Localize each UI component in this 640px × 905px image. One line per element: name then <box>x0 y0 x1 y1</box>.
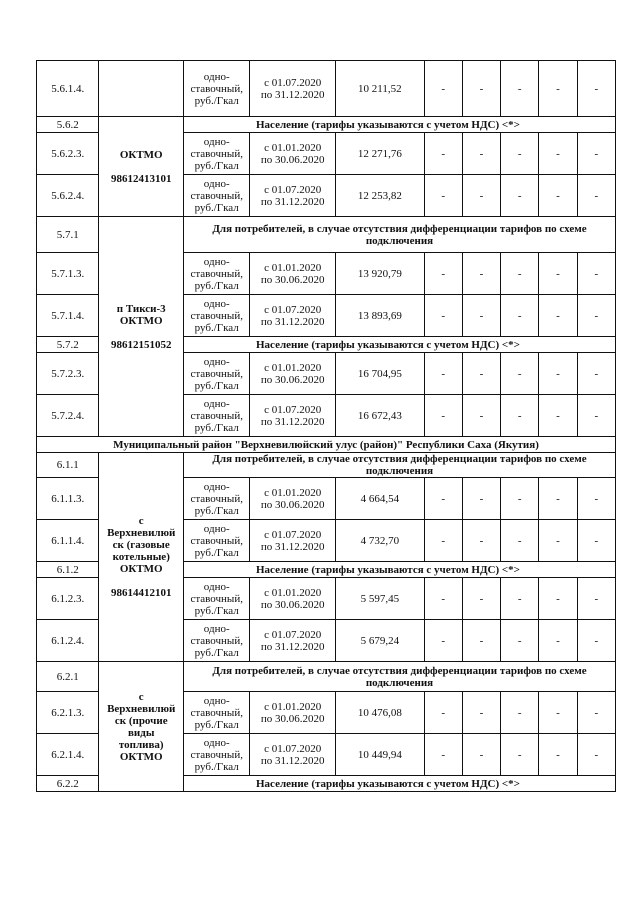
row-code: 6.1.1.4. <box>37 520 99 562</box>
empty-value-dash: - <box>501 478 539 520</box>
empty-value-dash: - <box>577 295 615 337</box>
tariff-period <box>250 133 336 175</box>
municipality-line: 98612413101 <box>110 172 172 185</box>
empty-value-dash: - <box>577 253 615 295</box>
empty-value-dash: - <box>501 395 539 437</box>
row-code: 6.2.1 <box>37 662 99 692</box>
empty-value-dash: - <box>539 520 577 562</box>
row-code: 5.6.2 <box>37 117 99 133</box>
tariff-type-line: ставочный, <box>190 706 243 719</box>
empty-value-dash: - <box>501 620 539 662</box>
empty-value-dash: - <box>462 620 500 662</box>
empty-value-dash: - <box>539 133 577 175</box>
tariff-type-line: руб./Гкал <box>194 379 239 392</box>
empty-value-dash: - <box>424 353 462 395</box>
empty-value-dash: - <box>501 253 539 295</box>
empty-value-dash: - <box>501 133 539 175</box>
tariff-type-line: одно- <box>203 397 230 410</box>
empty-value-dash: - <box>424 620 462 662</box>
period-line: с 01.07.2020 <box>264 628 322 641</box>
empty-value-dash: - <box>577 734 615 776</box>
row-code: 6.2.1.3. <box>37 692 99 734</box>
tariff-type-line: руб./Гкал <box>194 159 239 172</box>
tariff-type-line: ставочный, <box>190 309 243 322</box>
municipality-line: котельные) <box>112 551 170 563</box>
tariff-type-line: руб./Гкал <box>194 646 239 659</box>
tariff-table <box>36 60 616 792</box>
period-line: по 31.12.2020 <box>260 540 325 553</box>
population-section-header: Население (тарифы указываются с учетом НДС) <*> <box>184 117 616 133</box>
table-row <box>37 61 616 117</box>
period-line: с 01.07.2020 <box>264 528 322 541</box>
empty-value-dash: - <box>424 578 462 620</box>
tariff-type-line: одно- <box>203 580 230 593</box>
tariff-type <box>184 395 250 437</box>
municipality-line: топлива) <box>118 738 164 751</box>
row-code: 5.6.2.4. <box>37 175 99 217</box>
tariff-type-line: руб./Гкал <box>194 604 239 617</box>
period-line: с 01.01.2020 <box>264 261 322 274</box>
municipality-cell <box>99 117 184 217</box>
empty-value-dash: - <box>462 520 500 562</box>
empty-value-dash: - <box>462 133 500 175</box>
period-line: по 30.06.2020 <box>260 712 325 725</box>
empty-value-dash: - <box>501 692 539 734</box>
tariff-type-line: ставочный, <box>190 189 243 202</box>
tariff-type <box>184 133 250 175</box>
municipality-line: с <box>138 690 144 703</box>
tariff-type-line: одно- <box>203 355 230 368</box>
tariff-type-line: руб./Гкал <box>194 421 239 434</box>
table-row <box>37 117 616 133</box>
municipality-line: с <box>138 515 144 527</box>
empty-value-dash: - <box>539 295 577 337</box>
empty-value-dash: - <box>462 578 500 620</box>
period-line: по 30.06.2020 <box>260 498 325 511</box>
empty-value-dash: - <box>501 61 539 117</box>
empty-value-dash: - <box>424 395 462 437</box>
tariff-type <box>184 478 250 520</box>
row-code: 6.1.1 <box>37 453 99 478</box>
municipality-line: ОКТМО <box>119 148 163 161</box>
empty-value-dash: - <box>424 520 462 562</box>
period-line: по 30.06.2020 <box>260 273 325 286</box>
empty-value-dash: - <box>577 61 615 117</box>
tariff-type-line: ставочный, <box>190 592 243 605</box>
period-line: по 31.12.2020 <box>260 754 325 767</box>
tariff-type <box>184 175 250 217</box>
population-section-header: Население (тарифы указываются с учетом НДС) <*> <box>184 776 616 792</box>
empty-value-dash: - <box>539 478 577 520</box>
tariff-type-line: ставочный, <box>190 634 243 647</box>
empty-value-dash: - <box>462 353 500 395</box>
population-section-header: Население (тарифы указываются с учетом НДС) <*> <box>184 337 616 353</box>
table-row <box>37 453 616 478</box>
empty-value-dash: - <box>424 734 462 776</box>
period-line: по 31.12.2020 <box>260 415 325 428</box>
tariff-value: 5 597,45 <box>336 578 425 620</box>
empty-value-dash: - <box>577 620 615 662</box>
tariff-type <box>184 253 250 295</box>
empty-value-dash: - <box>539 175 577 217</box>
tariff-period <box>250 253 336 295</box>
tariff-type-line: ставочный, <box>190 748 243 761</box>
tariff-type-line: руб./Гкал <box>194 546 239 559</box>
tariff-type-line: ставочный, <box>190 409 243 422</box>
period-line: с 01.01.2020 <box>264 486 322 499</box>
tariff-value: 4 732,70 <box>336 520 425 562</box>
empty-value-dash: - <box>539 253 577 295</box>
tariff-value: 4 664,54 <box>336 478 425 520</box>
empty-value-dash: - <box>539 395 577 437</box>
empty-value-dash: - <box>539 734 577 776</box>
tariff-type-line: руб./Гкал <box>194 760 239 773</box>
tariff-period <box>250 578 336 620</box>
period-line: с 01.01.2020 <box>264 586 322 599</box>
municipality-line: ск (газовые <box>112 539 170 551</box>
tariff-type <box>184 295 250 337</box>
empty-value-dash: - <box>462 395 500 437</box>
period-line: с 01.01.2020 <box>264 700 322 713</box>
tariff-period <box>250 175 336 217</box>
tariff-type-line: одно- <box>203 480 230 493</box>
empty-value-dash: - <box>501 175 539 217</box>
tariff-type-line: одно- <box>203 70 230 83</box>
row-code: 5.6.1.4. <box>37 61 99 117</box>
tariff-value: 10 211,52 <box>336 61 425 117</box>
municipality-line: виды <box>127 726 155 739</box>
tariff-period <box>250 478 336 520</box>
tariff-type-line: одно- <box>203 736 230 749</box>
row-code: 6.1.2 <box>37 562 99 578</box>
period-line: по 30.06.2020 <box>260 373 325 386</box>
empty-value-dash: - <box>462 175 500 217</box>
tariff-type-line: одно- <box>203 255 230 268</box>
row-code: 6.1.2.4. <box>37 620 99 662</box>
consumers-section-header: Для потребителей, в случае отсутствия дифференциации тарифов по схеме подключения <box>184 662 616 692</box>
municipality-line: п Тикси-3 <box>116 302 166 315</box>
empty-value-dash: - <box>577 692 615 734</box>
empty-value-dash: - <box>424 133 462 175</box>
municipality-line: Верхневилюй <box>107 702 176 715</box>
empty-value-dash: - <box>539 61 577 117</box>
population-section-header: Население (тарифы указываются с учетом НДС) <*> <box>184 562 616 578</box>
tariff-type-line: одно- <box>203 297 230 310</box>
empty-value-dash: - <box>539 578 577 620</box>
tariff-period <box>250 692 336 734</box>
municipality-line: 98612151052 <box>110 338 172 351</box>
empty-value-dash: - <box>577 395 615 437</box>
tariff-value: 13 920,79 <box>336 253 425 295</box>
tariff-type <box>184 734 250 776</box>
empty-value-dash: - <box>501 353 539 395</box>
tariff-type-line: одно- <box>203 177 230 190</box>
tariff-value: 10 476,08 <box>336 692 425 734</box>
empty-value-dash: - <box>462 61 500 117</box>
tariff-value: 5 679,24 <box>336 620 425 662</box>
tariff-type-line: ставочный, <box>190 267 243 280</box>
period-line: с 01.07.2020 <box>264 76 322 89</box>
row-code: 6.2.1.4. <box>37 734 99 776</box>
period-line: по 30.06.2020 <box>260 153 325 166</box>
municipality-line: 98614412101 <box>110 587 172 599</box>
empty-value-dash: - <box>577 133 615 175</box>
tariff-type-line: одно- <box>203 135 230 148</box>
empty-value-dash: - <box>424 175 462 217</box>
municipality-line: ОКТМО <box>119 314 163 327</box>
tariff-type-line: руб./Гкал <box>194 718 239 731</box>
tariff-period <box>250 520 336 562</box>
tariff-period <box>250 620 336 662</box>
period-line: по 31.12.2020 <box>260 88 325 101</box>
empty-value-dash: - <box>424 692 462 734</box>
tariff-type-line: одно- <box>203 622 230 635</box>
period-line: с 01.07.2020 <box>264 403 322 416</box>
tariff-value: 16 672,43 <box>336 395 425 437</box>
period-line: с 01.01.2020 <box>264 141 322 154</box>
empty-value-dash: - <box>501 295 539 337</box>
tariff-type-line: руб./Гкал <box>194 94 239 107</box>
period-line: с 01.01.2020 <box>264 361 322 374</box>
municipality-cell <box>99 453 184 662</box>
empty-value-dash: - <box>424 295 462 337</box>
empty-value-dash: - <box>577 520 615 562</box>
tariff-type <box>184 61 250 117</box>
tariff-type <box>184 520 250 562</box>
empty-value-dash: - <box>539 620 577 662</box>
empty-value-dash: - <box>577 478 615 520</box>
tariff-value: 16 704,95 <box>336 353 425 395</box>
municipality-cell <box>99 662 184 792</box>
row-code: 5.6.2.3. <box>37 133 99 175</box>
row-code: 5.7.2.4. <box>37 395 99 437</box>
tariff-value: 10 449,94 <box>336 734 425 776</box>
empty-value-dash: - <box>462 734 500 776</box>
row-code: 5.7.1.4. <box>37 295 99 337</box>
empty-value-dash: - <box>462 295 500 337</box>
tariff-type <box>184 578 250 620</box>
tariff-value: 12 271,76 <box>336 133 425 175</box>
period-line: с 01.07.2020 <box>264 303 322 316</box>
empty-value-dash: - <box>501 520 539 562</box>
municipality-cell <box>99 217 184 437</box>
empty-value-dash: - <box>462 692 500 734</box>
empty-value-dash: - <box>577 175 615 217</box>
tariff-type-line: руб./Гкал <box>194 504 239 517</box>
tariff-value: 13 893,69 <box>336 295 425 337</box>
period-line: по 30.06.2020 <box>260 598 325 611</box>
period-line: по 31.12.2020 <box>260 315 325 328</box>
row-code: 5.7.2 <box>37 337 99 353</box>
consumers-section-header: Для потребителей, в случае отсутствия дифференциации тарифов по схеме подключения <box>184 453 616 478</box>
municipality-line: Верхневилюй <box>107 527 176 539</box>
row-code: 5.7.1 <box>37 217 99 253</box>
municipality-line: ОКТМО <box>119 750 163 763</box>
tariff-period <box>250 295 336 337</box>
tariff-period <box>250 734 336 776</box>
empty-value-dash: - <box>462 253 500 295</box>
empty-value-dash: - <box>424 253 462 295</box>
tariff-type <box>184 692 250 734</box>
tariff-type-line: ставочный, <box>190 147 243 160</box>
tariff-type-line: одно- <box>203 694 230 707</box>
tariff-type <box>184 353 250 395</box>
row-code: 5.7.1.3. <box>37 253 99 295</box>
period-line: с 01.07.2020 <box>264 183 322 196</box>
tariff-type-line: руб./Гкал <box>194 201 239 214</box>
empty-value-dash: - <box>539 692 577 734</box>
district-header-row <box>37 437 616 453</box>
empty-value-dash: - <box>462 478 500 520</box>
empty-value-dash: - <box>424 478 462 520</box>
period-line: по 31.12.2020 <box>260 640 325 653</box>
empty-value-dash: - <box>539 353 577 395</box>
empty-value-dash: - <box>577 578 615 620</box>
tariff-type-line: одно- <box>203 522 230 535</box>
empty-value-dash: - <box>577 353 615 395</box>
municipality-cell-continued <box>99 61 184 117</box>
row-code: 5.7.2.3. <box>37 353 99 395</box>
tariff-type-line: руб./Гкал <box>194 321 239 334</box>
row-code: 6.2.2 <box>37 776 99 792</box>
tariff-table-body <box>37 61 616 792</box>
row-code: 6.1.1.3. <box>37 478 99 520</box>
empty-value-dash: - <box>424 61 462 117</box>
consumers-section-header: Для потребителей, в случае отсутствия дифференциации тарифов по схеме подключения <box>184 217 616 253</box>
empty-value-dash: - <box>501 578 539 620</box>
district-header: Муниципальный район "Верхневилюйский улус (район)" Республики Саха (Якутия) <box>37 437 616 453</box>
row-code: 6.1.2.3. <box>37 578 99 620</box>
tariff-type-line: руб./Гкал <box>194 279 239 292</box>
tariff-period <box>250 61 336 117</box>
table-row <box>37 217 616 253</box>
tariff-type <box>184 620 250 662</box>
period-line: по 31.12.2020 <box>260 195 325 208</box>
municipality-line: ск (прочие <box>114 714 168 727</box>
period-line: с 01.07.2020 <box>264 742 322 755</box>
tariff-value: 12 253,82 <box>336 175 425 217</box>
tariff-type-line: ставочный, <box>190 534 243 547</box>
empty-value-dash: - <box>501 734 539 776</box>
table-row <box>37 662 616 692</box>
tariff-type-line: ставочный, <box>190 367 243 380</box>
tariff-type-line: ставочный, <box>190 82 243 95</box>
tariff-period <box>250 353 336 395</box>
tariff-type-line: ставочный, <box>190 492 243 505</box>
municipality-line: ОКТМО <box>119 563 163 575</box>
tariff-period <box>250 395 336 437</box>
